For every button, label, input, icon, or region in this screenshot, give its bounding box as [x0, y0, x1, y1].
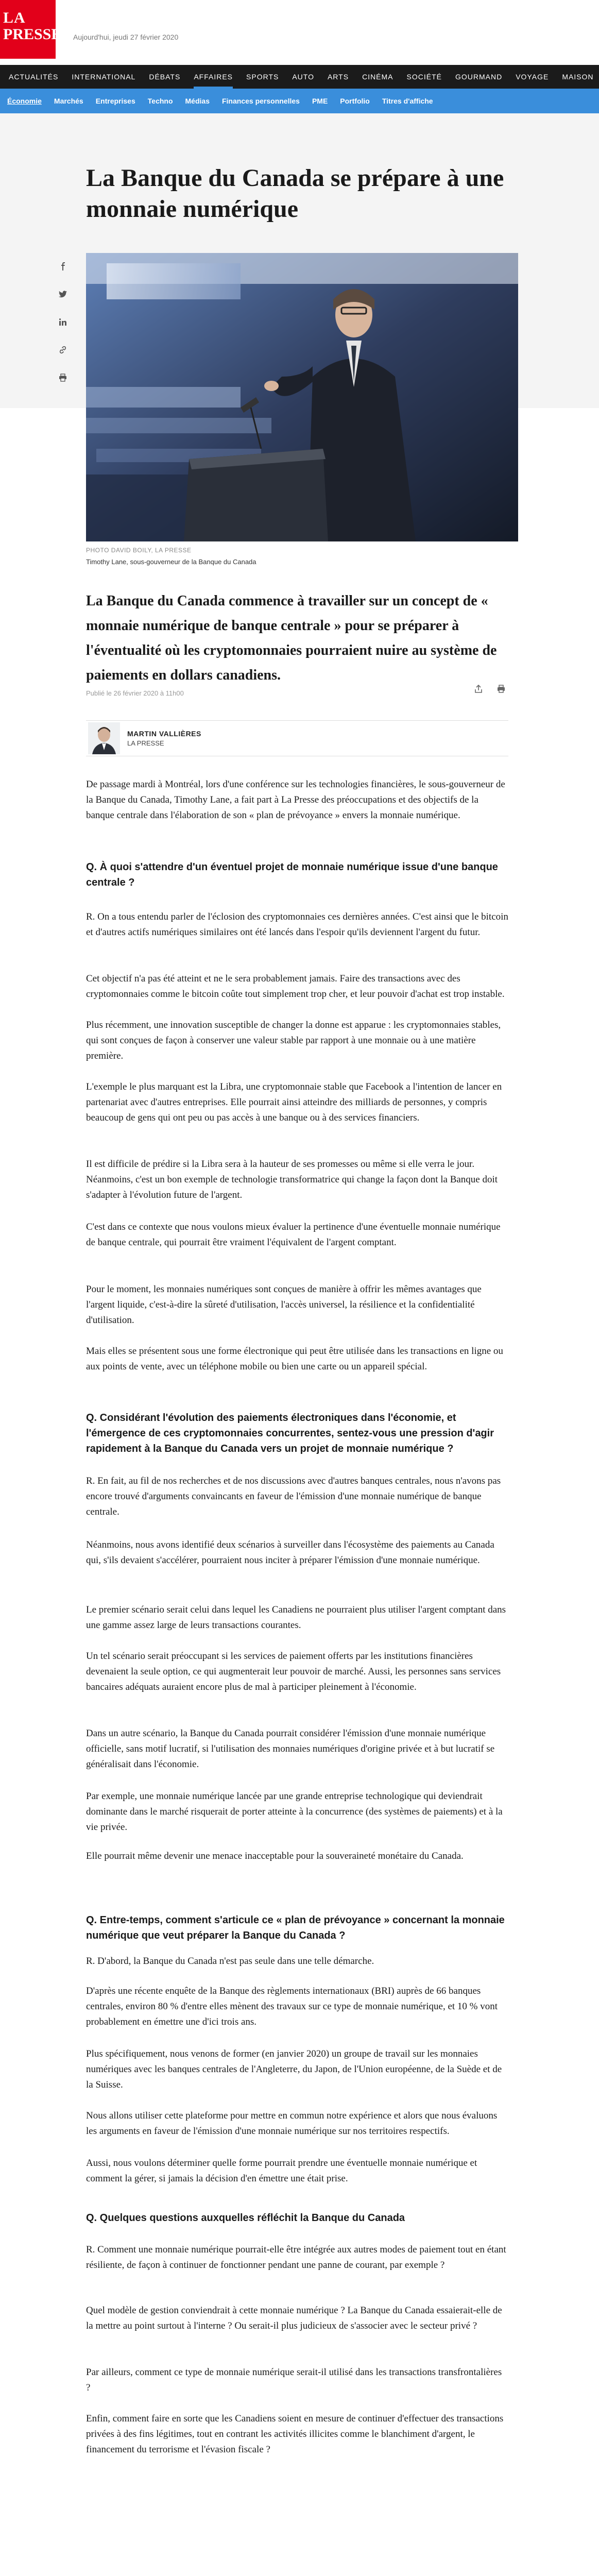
author-avatar[interactable] — [88, 722, 120, 754]
logo-line-2: PRESSE — [3, 26, 62, 43]
current-date: Aujourd'hui, jeudi 27 février 2020 — [73, 33, 179, 41]
body-paragraph: R. Comment une monnaie numérique pourrait-elle être intégrée aux autres modes de paiement tout en étant résiliente, de façon à continuer de fonctionner pendant une panne de courant, par exemple ? — [86, 2244, 506, 2270]
body-paragraph: C'est dans ce contexte que nous voulons mieux évaluer la pertinence d'une éventuelle monnaie numérique de banque centrale, qui pourrait être vraiment l'équivalent de l'argent comptant. — [86, 1222, 501, 1248]
subnav-medias[interactable]: Médias — [185, 97, 210, 105]
subnav-portfolio[interactable]: Portfolio — [340, 97, 370, 105]
body-paragraph: R. On a tous entendu parler de l'éclosion des cryptomonnaies ces dernières années. C'est ainsi que le bitcoin et d'autres actifs numériques similaires ont été lancés dans l'espoir qu'ils deviennent l'argent du futur. — [86, 911, 508, 938]
subnav-pme[interactable]: PME — [312, 97, 328, 105]
subnav-economie[interactable]: Économie — [7, 97, 42, 105]
nav-societe[interactable]: SOCIÉTÉ — [406, 73, 442, 81]
body-paragraph: Quel modèle de gestion conviendrait à cette monnaie numérique ? La Banque du Canada essaierait-elle de la mettre au point surtout à l'interne ? Ou serait-il plus judicieux de s'associer avec le secteur privé ? — [86, 2305, 502, 2331]
nav-cinema[interactable]: CINÉMA — [362, 73, 393, 81]
article-tools — [474, 684, 506, 696]
nav-voyage[interactable]: VOYAGE — [516, 73, 549, 81]
body-paragraph: Un tel scénario serait préoccupant si les services de paiement offerts par les institutions financières devenaient la seule option, ce qui augmenterait leur pouvoir de marché. Aussi, les personnes sans services bancaires adéquats auraient encore plus de mal à participer pleinement à l'économie. — [86, 1651, 501, 1692]
facebook-icon[interactable] — [52, 255, 74, 278]
body-paragraph: Nous allons utiliser cette plateforme pour mettre en commun notre expérience et alors que nous évaluons les arguments en faveur de l'émission d'une monnaie numérique sur nos territoires respectifs. — [86, 2110, 498, 2137]
question-heading: Q. Considérant l'évolution des paiements électroniques dans l'économie, et l'émergence de ces cryptomonnaies concurrentes, sentez-vous une pression d'agir rapidement à la Banque du Canada vers un projet de monnaie numérique ? — [86, 1412, 494, 1454]
body-paragraph: L'exemple le plus marquant est la Libra, une cryptomonnaie stable que Facebook a l'intention de lancer en partenariat avec d'autres entreprises. Elle pourrait ainsi atteindre des milliards de personnes, y compris beaucoup de gens qui ont peu ou pas accès à une banque ou à des services financiers. — [86, 1081, 502, 1123]
link-icon[interactable] — [52, 338, 74, 361]
subnav-titres-affiche[interactable]: Titres d'affiche — [382, 97, 433, 105]
photo-caption: Timothy Lane, sous-gouverneur de la Banque du Canada — [86, 558, 256, 566]
subnav-entreprises[interactable]: Entreprises — [95, 97, 135, 105]
article-headline: La Banque du Canada se prépare à une monnaie numérique — [86, 164, 504, 223]
linkedin-icon[interactable] — [52, 311, 74, 333]
nav-sports[interactable]: SPORTS — [246, 73, 279, 81]
nav-arts[interactable]: ARTS — [327, 73, 349, 81]
photo-credit: PHOTO DAVID BOILY, LA PRESSE — [86, 547, 192, 554]
body-paragraph: Aussi, nous voulons déterminer quelle forme pourrait prendre une éventuelle monnaie numérique et comment la gérer, si jamais la décision d'en émettre une était prise. — [86, 2158, 477, 2184]
site-header — [0, 0, 599, 59]
body-paragraph: Pour le moment, les monnaies numériques sont conçues de manière à offrir les mêmes avantages que l'argent liquide, c'est-à-dire la sûreté d'utilisation, l'accès universel, la résilience et la confidentialité d'utilisation. — [86, 1284, 482, 1326]
subnav-finances-personnelles[interactable]: Finances personnelles — [221, 97, 300, 105]
body-paragraph: Par ailleurs, comment ce type de monnaie numérique serait-il utilisé dans les transactions transfrontalières ? — [86, 2367, 502, 2393]
body-paragraph: Le premier scénario serait celui dans lequel les Canadiens ne pourraient plus utiliser l'argent comptant dans une gamme assez large de leurs transactions courantes. — [86, 1604, 506, 1631]
main-navigation — [0, 65, 599, 89]
print-icon[interactable] — [497, 684, 506, 696]
article-lead: La Banque du Canada commence à travailler sur un concept de « monnaie numérique de banque centrale » pour se préparer à l'éventualité où les cryptomonnaies pourraient nuire au système de paiements en dollars canadiens. — [86, 593, 497, 683]
body-paragraph: Néanmoins, nous avons identifié deux scénarios à surveiller dans l'écosystème des paiements au Canada qui, s'ils devaient s'accélérer, pourraient nous inciter à préparer l'émission d'une monnaie numérique. — [86, 1539, 494, 1566]
question-heading: Q. Entre-temps, comment s'articule ce « plan de prévoyance » concernant la monnaie numérique que veut préparer la Banque du Canada ? — [86, 1914, 505, 1941]
share-icon[interactable] — [474, 684, 483, 696]
nav-international[interactable]: INTERNATIONAL — [72, 73, 136, 81]
body-paragraph: Cet objectif n'a pas été atteint et ne le sera probablement jamais. Faire des transactions avec des cryptomonnaies comme le bitcoin coûte tout simplement trop cher, et leur pouvoir d'achat est trop instable. — [86, 973, 505, 999]
body-paragraph: R. En fait, au fil de nos recherches et de nos discussions avec d'autres banques centrales, nous n'avons pas encore trouvé d'arguments convaincants en faveur de l'émission d'une monnaie numérique de banque centrale. — [86, 1476, 501, 1517]
article-photo[interactable] — [86, 253, 518, 541]
body-paragraph: Elle pourrait même devenir une menace inacceptable pour la souveraineté monétaire du Canada. — [86, 1851, 464, 1861]
nav-auto[interactable]: AUTO — [292, 73, 314, 81]
body-paragraph: Il est difficile de prédire si la Libra sera à la hauteur de ses promesses ou même si elle verra le jour. Néanmoins, c'est un bon exemple de technologie transformatrice qui change la façon dont la Banque doit s'adapter à l'évolution future de l'argent. — [86, 1159, 498, 1200]
author-outlet: LA PRESSE — [127, 739, 164, 747]
body-paragraph: R. D'abord, la Banque du Canada n'est pas seule dans une telle démarche. — [86, 1956, 374, 1967]
print-icon[interactable] — [52, 366, 74, 389]
body-paragraph: Mais elles se présentent sous une forme électronique qui peut être utilisée dans les transactions en ligne ou aux points de vente, avec un téléphone mobile ou bien une carte ou un appareil spécial. — [86, 1346, 503, 1372]
body-paragraph: D'après une récente enquête de la Banque des règlements internationaux (BRI) auprès de 66 banques centrales, environ 80 % d'entre elles mènent des travaux sur ce type de monnaie numérique, et 10 % vont probablement en émettre une d'ici trois ans. — [86, 1986, 498, 2027]
nav-maison[interactable]: MAISON — [562, 73, 594, 81]
subnav-marches[interactable]: Marchés — [54, 97, 83, 105]
twitter-icon[interactable] — [52, 283, 74, 306]
nav-gourmand[interactable]: GOURMAND — [455, 73, 503, 81]
body-paragraph: Par exemple, une monnaie numérique lancée par une grande entreprise technologique qui deviendrait dominante dans le marché risquerait de porter atteinte à la concurrence (des systèmes de paiements) et à la vie privée. — [86, 1791, 503, 1833]
question-heading: Q. À quoi s'attendre d'un éventuel projet de monnaie numérique issue d'une banque centrale ? — [86, 861, 498, 888]
author-byline — [86, 720, 508, 756]
published-date: Publié le 26 février 2020 à 11h00 — [86, 689, 184, 697]
subnav-techno[interactable]: Techno — [147, 97, 173, 105]
body-paragraph: Enfin, comment faire en sorte que les Canadiens soient en mesure de continuer d'effectuer des transactions privées à des fins légitimes, tout en contrant les activités illicites comme le blanchiment d'argent, le financement du terrorisme et l'évasion fiscale ? — [86, 2413, 504, 2455]
nav-actualites[interactable]: ACTUALITÉS — [9, 73, 59, 81]
body-paragraph: Plus récemment, une innovation susceptible de changer la donne est apparue : les cryptomonnaies stables, qui sont conçues de façon à conserver une valeur stable par rapport à une monnaie ou à une matière première. — [86, 1020, 501, 1061]
body-paragraph: Plus spécifiquement, nous venons de former (en janvier 2020) un groupe de travail sur les monnaies numériques avec les banques centrales de l'Angleterre, du Japon, de l'Union européenne, de la Suède et de la Suisse. — [86, 2048, 502, 2090]
body-paragraph: Dans un autre scénario, la Banque du Canada pourrait considérer l'émission d'une monnaie numérique officielle, sans motif lucratif, si l'utilisation des monnaies numériques d'origine privée et à but lucratif se généralisait dans l'économie. — [86, 1728, 495, 1770]
question-heading: Q. Quelques questions auxquelles réfléchit la Banque du Canada — [86, 2212, 405, 2224]
body-paragraph: De passage mardi à Montréal, lors d'une conférence sur les technologies financières, le sous-gouverneur de la Banque du Canada, Timothy Lane, a fait part à La Presse des préoccupations et des objectifs de la banque centrale dans l'élaboration de son « plan de prévoyance » envers la monnaie numérique. — [86, 779, 505, 821]
nav-debats[interactable]: DÉBATS — [149, 73, 181, 81]
nav-affaires[interactable]: AFFAIRES — [187, 65, 239, 89]
author-name[interactable]: MARTIN VALLIÈRES — [127, 730, 201, 738]
section-subnav — [0, 89, 599, 113]
logo-line-1: LA — [3, 9, 26, 26]
la-presse-logo[interactable] — [0, 0, 62, 59]
